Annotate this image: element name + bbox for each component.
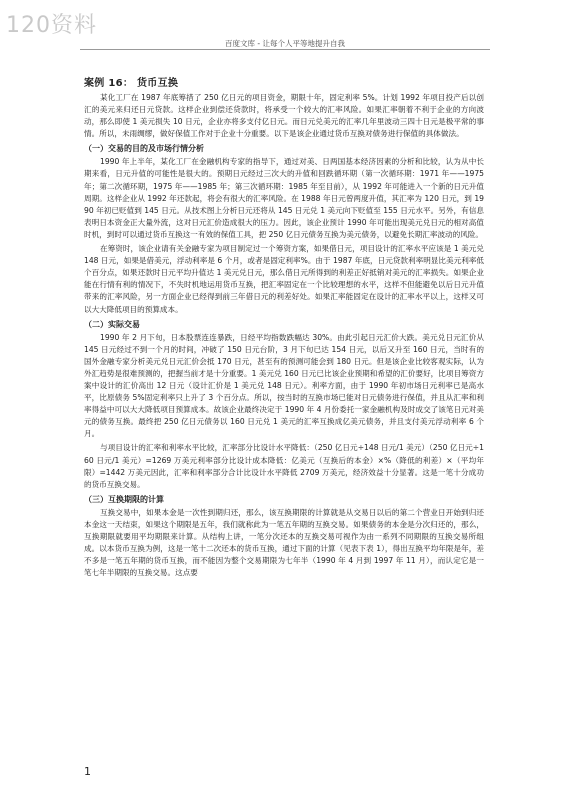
- case-title: 案例 16： 货币互换: [84, 78, 179, 89]
- document-body: [84, 74, 484, 581]
- page-header: 百度文库 - 让每个人平等地提升自我: [225, 39, 345, 48]
- paragraph: 1990 年 2 月下旬，日本股票连连暴跌，日经平均指数跌幅达 30%。由此引起日元汇价大跌。美元兑日元汇价从 145 日元经过不到一个月的时间，冲破了 150 日元台阶，3 月下旬已达 154 日元，以后又升至 160 日元，当时有的国外金融专家分析美元兑日元汇价会抵 170 日元，甚至有的预测可能会到 180 日元。但是该企业比较客观实际，认为外汇趋势是很难预测的，把握当前才是十分重要。1 美元兑 160 日元已比该企业预期和希望的汇价要好，比项目筹资方案中设计的汇价高出 12 日元（设计汇价是 1 美元兑 148 日元）。利率方面，由于 1990 年初市场日元利率已是高水平，比原债务 5%固定利率只上升了 3 个百分点。所以，按当时的互换市场已能对日元债务进行保值，并且从汇率和利率得益中可以大大降低项目预算成本。故该企业最终决定于 1990 年 4 月份委托一家金融机构及时成交了该笔日元对美元的债务互换。最终把 250 亿日元债务以 160 日元兑 1 美元的汇率互换成亿美元债务，并且支付美元浮动利率 6 个月。: [84, 332, 484, 439]
- paragraph: 1990 年上半年，某化工厂在金融机构专家的指导下，通过对美、日两国基本经济因素的分析和比较，认为从中长期来看，日元升值的可能性是很大的。预期日元经过三次大的升值和回跌循环期（第一次循环期：1971 年——1975 年；第二次循环期，1975 年——1985 年；第三次循环期：1985 年至目前），从 1992 年可能进入一个新的日元升值周期。这样企业从 1992 年还款起，将会有很大的汇率风险。在 1988 年日元曾两度升值，其汇率为 120 日元，到 1990 年初已贬值到 145 日元。从技术图上分析日元还将从 145 日元兑 1 美元向下贬值至 155 日元水平。另外，有信息表明日本资金正大量外流，这对日元汇价造成很大的压力。因此，该企业预计 1990 年可能出现美元兑日元的相对高值时机，到时可以通过货币互换这一有效的保值工具，把 250 亿日元债务互换为美元债务，以避免长期汇率波动的风险。: [84, 157, 484, 239]
- section-heading-market-analysis: （一）交易的目的及市场行情分析: [84, 144, 204, 154]
- page-number: 1: [84, 765, 91, 778]
- paragraph: 互换交易中，如果本金是一次性到期归还，那么，该互换期限的计算就是从交易日以后的第二个营业日开始到归还本金这一天结束，如果这个期限是五年，我们就称此为一笔五年期的互换交易。如果债务的本金是分次归还的，那么，互换期限就要用平均期限来计算。从结构上讲，一笔分次还本的互换交易可视作为由一系列不同期限的互换交易所组成。以本货币互换为例，这是一笔十二次还本的货币互换，通过下面的计算（见表下表 1），得出互换平均年限是年，差不多是一笔五年期的货币互换，而不能因为整个交易期限为七年半（1990 年 4 月到 1997 年 11 月），而认定它是一笔七年半期限的互换交易。这点要: [84, 507, 484, 578]
- section-heading-actual-trade: （二）实际交易: [84, 319, 140, 329]
- section-heading-swap-term: （三）互换期限的计算: [84, 494, 164, 504]
- header-divider: [80, 49, 490, 50]
- watermark-logo: 120资料: [6, 13, 97, 38]
- intro-paragraph: 某化工厂在 1987 年底筹措了 250 亿日元的项目资金，期限十年，固定利率 5%。计划 1992 年项目投产后以创汇的美元来归还日元贷款。这样企业到偿还贷款时，将承受一个较大的汇率风险。如果汇率朝着不利于企业的方向波动，那么即使 1 美元损失 10 日元，企业亦将多支付亿日元。而日元兑美元的汇率几年里波动三四十日元是极平常的事情。所以，未雨绸缪，做好保值工作对于企业十分重要。以下是该企业通过货币互换对债务进行保值的具体做法。: [84, 93, 484, 139]
- paragraph: 在筹资时，该企业请有关金融专家为项目制定过一个筹资方案，如果借日元，项目设计的汇率水平应该是 1 美元兑 148 日元，如果是借美元，浮动利率是 6 个月，或者是固定利率%。由于 1987 年底，日元贷款利率明显比美元利率低个百分点，如果还款时日元平均升值达 1 美元兑日元，那么借日元所得到的利差正好抵销对美元的汇率损失。如果企业能在行情有利的情况下，不失时机地运用货币互换，把汇率固定在一个比较理想的水平，这样不但能避免以后日元升值带来的汇率风险，另一方面企业已经得到前三年借日元的利差好处。如果汇率能固定在设计的汇率水平以上，这样又可以大大降低项目的预算成本。: [84, 244, 484, 314]
- paragraph: 与项目设计的汇率和利率水平比较，汇率部分比设计水平降低：（250 亿日元÷148 日元/1 美元）（250 亿日元÷160 日元/1 美元）=1269 万美元利率部分比设计成本降低：亿美元（互换后的本金）×%（降低的利差）×（平均年限）=1442 万美元因此，汇率和利率部分合计比设计水平降低 2709 万美元，经济效益十分显著。这是一笔十分成功的货币互换交易。: [84, 443, 484, 489]
